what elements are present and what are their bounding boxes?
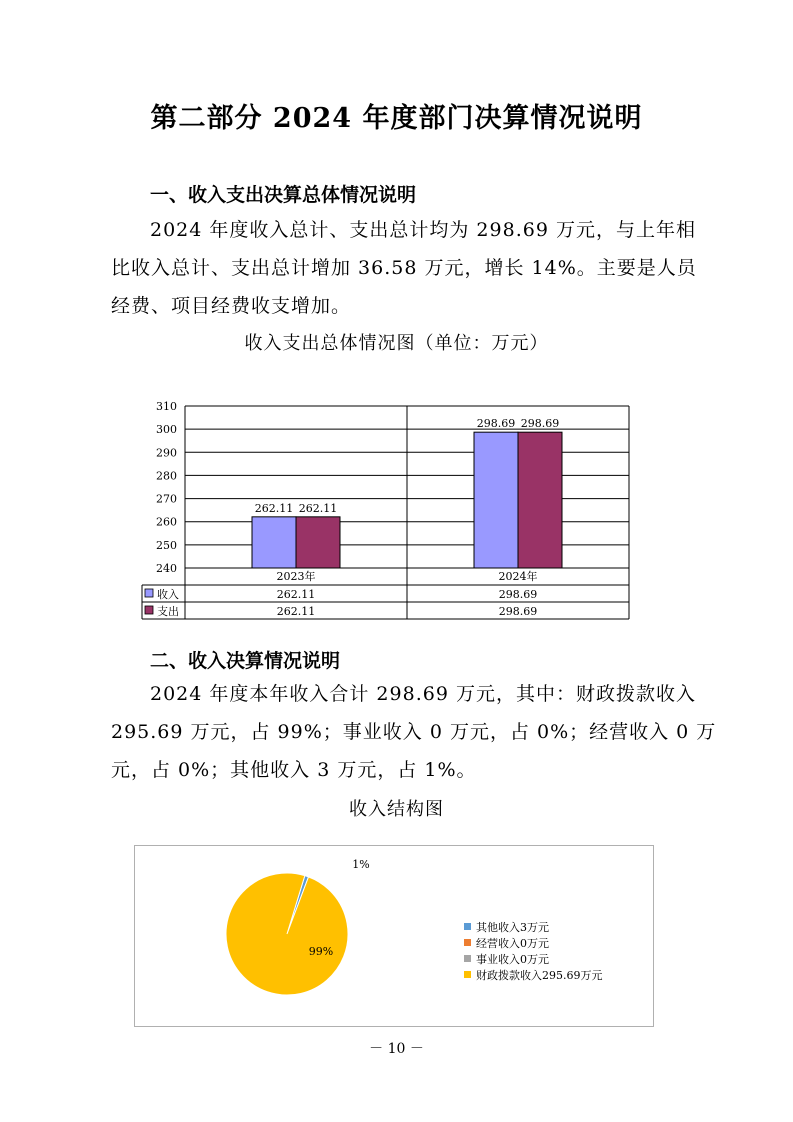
- legend-label: 支出: [157, 605, 179, 618]
- y-tick-label: 300: [156, 423, 177, 437]
- paragraph-line: 元，占 0%；其他收入 3 万元，占 1%。: [111, 759, 477, 781]
- x-category-label: 2024年: [498, 570, 538, 583]
- income-expense-bar-chart: [140, 398, 632, 624]
- section2-heading: 二、收入决算情况说明: [150, 650, 341, 672]
- legend-label: 其他收入3万元: [476, 921, 549, 934]
- legend-label: 事业收入0万元: [476, 953, 549, 966]
- bar: [252, 517, 296, 568]
- table-cell-value: 298.69: [498, 588, 538, 601]
- pie-data-label: 1%: [352, 858, 370, 871]
- legend-swatch: [464, 955, 471, 962]
- pie-slice: [226, 873, 348, 995]
- legend-swatch: [464, 923, 471, 930]
- paragraph-line: 295.69 万元，占 99%；事业收入 0 万元，占 0%；经营收入 0 万: [111, 721, 717, 743]
- y-tick-label: 310: [156, 400, 177, 413]
- paragraph-line: 2024 年度本年收入合计 298.69 万元，其中：财政拨款收入: [150, 683, 696, 705]
- legend-swatch: [464, 939, 471, 946]
- paragraph-line: 2024 年度收入总计、支出总计均为 298.69 万元，与上年相: [150, 219, 696, 241]
- table-cell-value: 262.11: [276, 605, 316, 618]
- bar: [474, 432, 518, 568]
- pie-data-label: 99%: [308, 945, 334, 958]
- legend-swatch: [145, 606, 153, 614]
- table-cell-value: 298.69: [498, 605, 538, 618]
- section1-paragraph: [111, 211, 701, 325]
- bar-value-label: 262.11: [254, 501, 294, 515]
- page-number: － 10 －: [369, 1041, 424, 1057]
- pie-chart-caption: 收入结构图: [349, 799, 444, 820]
- bar-value-label: 298.69: [476, 417, 516, 431]
- y-tick-label: 290: [156, 446, 177, 460]
- legend-swatch: [464, 971, 471, 978]
- income-structure-pie-chart: [134, 845, 654, 1027]
- table-cell-value: 262.11: [276, 588, 316, 601]
- bar-value-label: 262.11: [298, 501, 338, 515]
- chart-frame: [135, 846, 654, 1027]
- section2-paragraph: [111, 675, 717, 789]
- legend-label: 经营收入0万元: [476, 937, 549, 950]
- bar-chart-caption: 收入支出总体情况图（单位：万元）: [244, 333, 549, 354]
- y-tick-label: 240: [156, 562, 177, 575]
- paragraph-line: 比收入总计、支出总计增加 36.58 万元，增长 14%。主要是人员: [111, 257, 697, 279]
- y-tick-label: 250: [156, 538, 177, 552]
- legend-label: 财政拨款收入295.69万元: [476, 969, 603, 982]
- legend-swatch: [145, 589, 153, 597]
- y-tick-label: 270: [156, 492, 177, 506]
- y-tick-label: 280: [156, 469, 177, 483]
- section1-heading: 一、收入支出决算总体情况说明: [150, 184, 417, 206]
- x-category-label: 2023年: [276, 570, 316, 583]
- bar: [518, 432, 562, 568]
- bar: [296, 517, 340, 568]
- y-tick-label: 260: [156, 515, 177, 529]
- page-title: 第二部分 2024 年度部门决算情况说明: [150, 103, 643, 134]
- legend-label: 收入: [157, 588, 179, 601]
- bar-value-label: 298.69: [520, 417, 560, 431]
- paragraph-line: 经费、项目经费收支增加。: [111, 295, 352, 317]
